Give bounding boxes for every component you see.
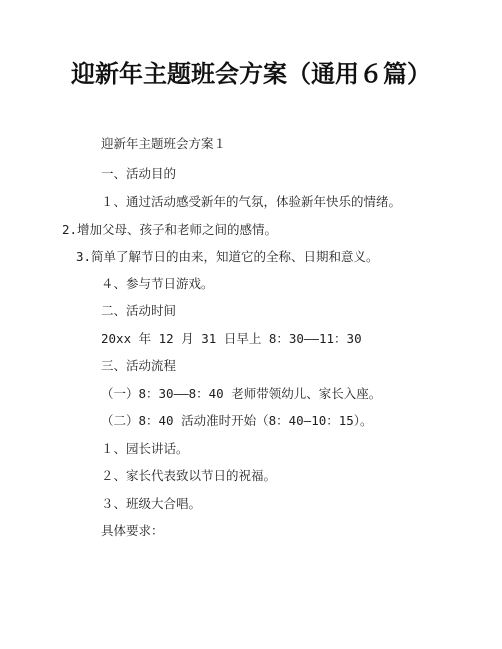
paragraph: ２、家长代表致以节日的祝福。 <box>101 468 277 483</box>
section-heading: 迎新年主题班会方案１ <box>101 136 227 151</box>
paragraph: （一）8：30——8：40 老师带领幼儿、家长入座。 <box>101 386 382 401</box>
paragraph: 3.简单了解节日的由来，知道它的全称、日期和意义。 <box>76 249 379 264</box>
paragraph: 一、活动目的 <box>101 166 177 181</box>
paragraph: １、通过活动感受新年的气氛，体验新年快乐的情绪。 <box>101 194 402 209</box>
document-title: 迎新年主题班会方案（通用６篇） <box>71 60 431 88</box>
paragraph: 2.增加父母、孩子和老师之间的感情。 <box>62 222 278 237</box>
paragraph: 具体要求： <box>101 523 164 538</box>
paragraph: 三、活动流程 <box>101 358 177 373</box>
paragraph: １、园长讲话。 <box>101 441 189 456</box>
paragraph: 二、活动时间 <box>101 303 177 318</box>
paragraph: ３、班级大合唱。 <box>101 496 202 511</box>
paragraph: （二）8：40 活动准时开始（8：40—10：15）。 <box>101 413 373 428</box>
paragraph: 20xx 年 12 月 31 日早上 8：30——11：30 <box>101 331 362 346</box>
paragraph: ４、参与节日游戏。 <box>101 276 214 291</box>
